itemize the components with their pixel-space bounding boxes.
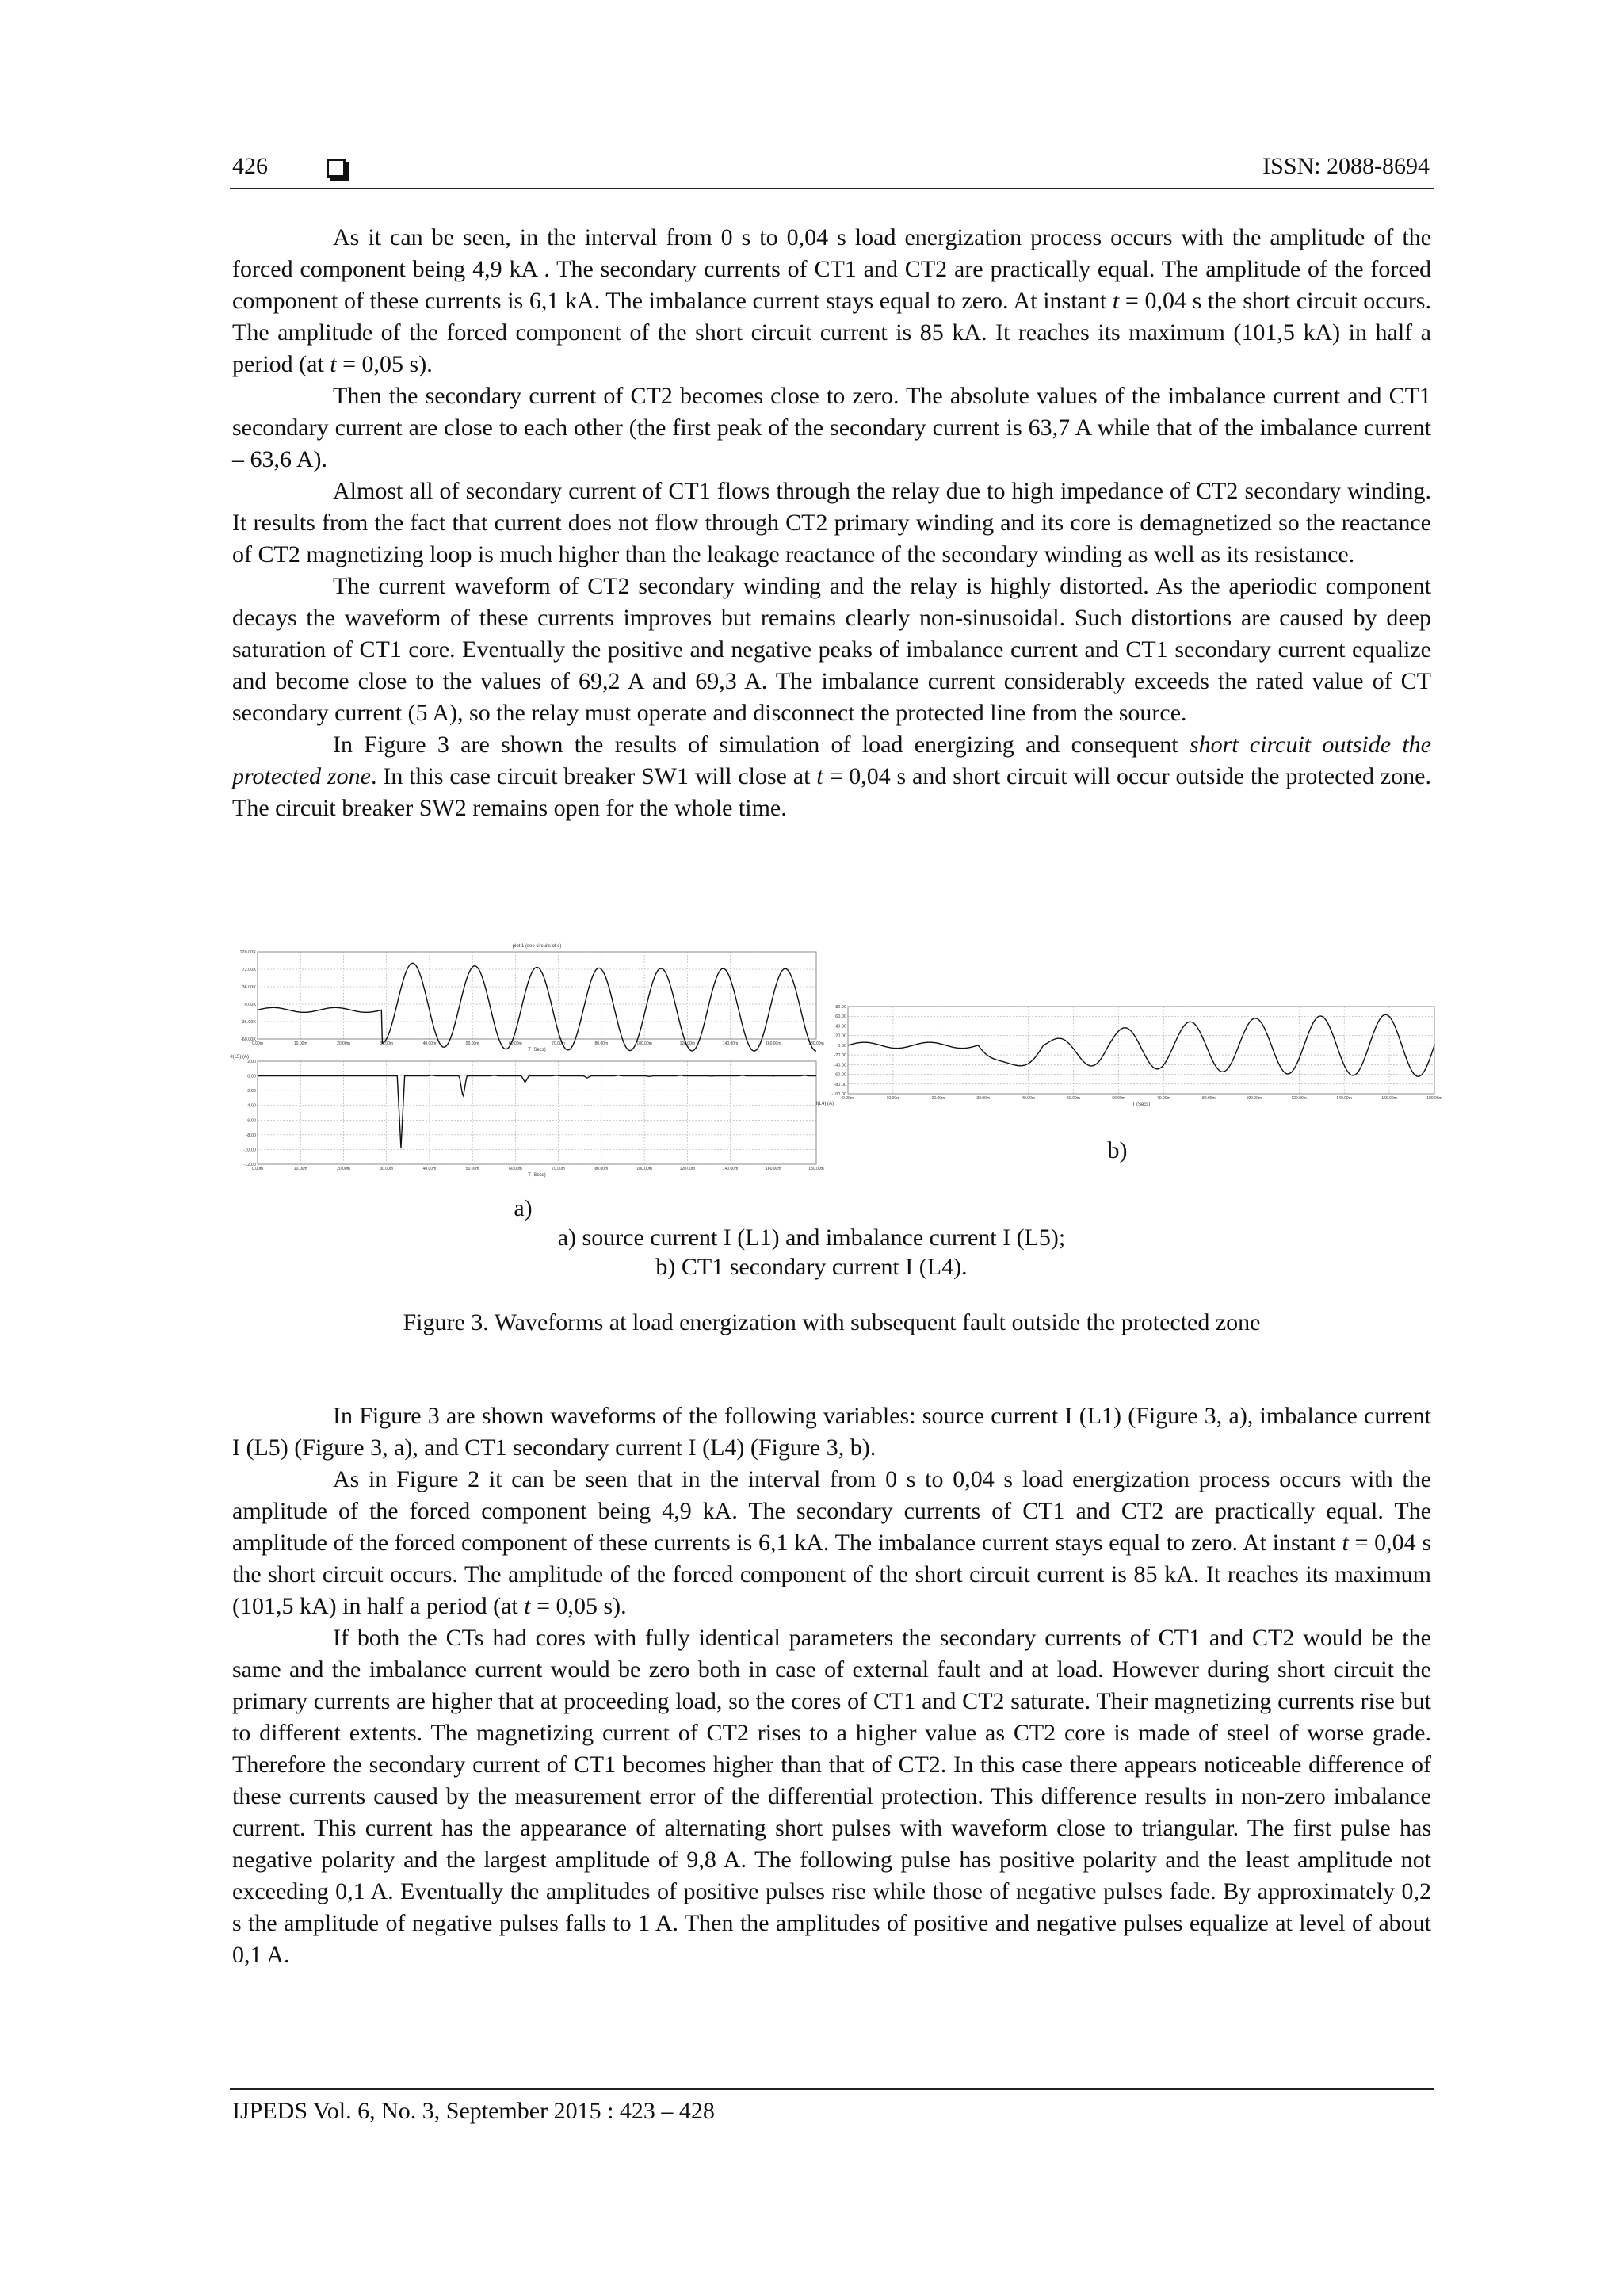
y-tick-label: -6.00 <box>246 1118 256 1124</box>
paragraph <box>232 1464 1431 1622</box>
y-tick-label: -100.00 <box>831 1092 846 1097</box>
x-tick-label: 70.00m <box>552 1041 565 1046</box>
text-run: . In this case circuit breaker SW1 will close at <box>371 763 817 789</box>
x-tick-label: 100.00m <box>1246 1096 1262 1101</box>
x-tick-label: 50.00m <box>1067 1096 1080 1101</box>
text-run: As it can be seen, in the interval from 0 s to 0,04 s load energization process occurs with the amplitude of the forced component being 4,9 kA . The secondary currents of CT1 and CT2 are practically equal. The amplitude of the forced component of these currents is 6,1 kA. The imbalance current stays equal to zero. At instant <box>232 224 1431 314</box>
plot-title: plot 1 (see circuits of s) <box>512 944 562 949</box>
text-run: Then the secondary current of CT2 becomes close to zero. The absolute values of the imbalance current and CT1 secondary current are close to each other (the first peak of the secondary current is 63,7 A while that of the imbalance current – 63,6 A). <box>232 383 1431 472</box>
x-tick-label: 40.00m <box>422 1167 437 1171</box>
y-tick-label: -40.00 <box>834 1063 846 1068</box>
x-tick-label: 0.00m <box>842 1096 854 1101</box>
text-run: If both the CTs had cores with fully identical parameters the secondary currents of CT1 and CT2 would be the same and the imbalance current would be zero both in case of external fault and at load. However during short circuit the primary currents are higher that at proceeding load, so the cores of CT1 and CT2 saturate. Their magnetizing currents rise but to different extents. The magnetizing current of CT2 rises to a higher value as CT2 core is made of steel of worse grade. Therefore the secondary current of CT1 becomes higher than that of CT2. In this case there appears noticeable difference of these currents caused by the measurement error of the differential protection. This difference results in non-zero imbalance current. This current has the appearance of alternating short pulses with waveform close to triangular. The first pulse has negative polarity and the largest amplitude of 9,8 A. The following pulse has positive polarity and the least amplitude not exceeding 0,1 A. Eventually the amplitudes of positive pulses rise while those of negative pulses fade. By approximately 0,2 s the amplitude of negative pulses falls to 1 A. Then the amplitudes of positive and negative pulses equalize at level of about 0,1 A. <box>232 1625 1431 1968</box>
figure-panel-a <box>214 941 824 1194</box>
y-tick-label: 20.00 <box>835 1033 846 1039</box>
italic-run: t <box>1112 288 1120 314</box>
x-tick-label: 70.00m <box>1157 1096 1170 1101</box>
x-tick-label: 80.00m <box>594 1167 609 1171</box>
x-tick-label: 30.00m <box>976 1096 991 1101</box>
text-run: The current waveform of CT2 secondary winding and the relay is highly distorted. As the aperiodic component decays the waveform of these currents improves but remains clearly non-sinusoidal. Such distortions are caused by deep saturation of CT1 core. Eventually the positive and negative peaks of imbalance current and CT1 secondary current equalize and become close to the values of 69,2 A and 69,3 A. The imbalance current considerably exceeds the rated value of CT secondary current (5 A), so the relay must operate and disconnect the protected line from the source. <box>232 573 1431 726</box>
x-tick-label: 60.00m <box>1112 1096 1125 1101</box>
y-tick-label: -80.00 <box>834 1082 846 1087</box>
figure-panel-b <box>816 999 1442 1125</box>
x-tick-label: 120.00m <box>679 1041 696 1046</box>
y-tick-label: 80.00 <box>835 1005 846 1010</box>
x-tick-label: 10.00m <box>886 1096 900 1101</box>
x-tick-label: 40.00m <box>422 1041 437 1046</box>
journal-citation: IJPEDS Vol. 6, No. 3, September 2015 : 423 – 428 <box>232 2098 715 2124</box>
text-run: = 0,05 s). <box>530 1593 627 1619</box>
x-tick-label: 20.00m <box>931 1096 945 1101</box>
x-tick-label: 70.00m <box>552 1167 565 1171</box>
y-tick-label: -60.00 <box>834 1072 846 1078</box>
y-tick-label: -12.00 <box>243 1163 256 1167</box>
x-axis-label: T (Secs) <box>528 1048 546 1052</box>
plot-frame <box>258 952 816 1039</box>
x-tick-label: 10.00m <box>293 1041 307 1046</box>
x-axis-label: T (Secs) <box>1132 1102 1151 1107</box>
y-tick-label: -20.00 <box>834 1053 846 1059</box>
plot-frame <box>848 1007 1434 1094</box>
paragraph <box>232 571 1431 729</box>
text-run: = 0,04 s and short circuit will occur outside the protected zone. The circuit breaker SW2 remains open for the whole time. <box>232 763 1431 821</box>
paragraph <box>232 1622 1431 1971</box>
x-tick-label: 80.00m <box>594 1041 609 1046</box>
x-tick-label: 160.00m <box>766 1167 781 1171</box>
y-tick-label: -60.00K <box>240 1037 256 1042</box>
y-tick-label: 0.00K <box>244 1003 256 1007</box>
paragraph <box>232 380 1431 476</box>
x-tick-label: 50.00m <box>465 1041 479 1046</box>
x-tick-label: 180.00m <box>1426 1096 1442 1101</box>
panel-b-label: b) <box>1107 1137 1128 1163</box>
x-tick-label: 30.00m <box>380 1167 394 1171</box>
header-rule <box>230 188 1434 189</box>
y-axis-label: -I(L5) (A) <box>230 1055 249 1060</box>
checkbox-square-icon <box>327 159 346 178</box>
x-tick-label: 100.00m <box>636 1167 652 1171</box>
paragraph <box>232 1400 1431 1464</box>
x-tick-label: 120.00m <box>1291 1096 1307 1101</box>
y-tick-label: 36.00K <box>242 985 256 990</box>
y-tick-label: -8.00 <box>246 1133 256 1138</box>
y-tick-label: -4.00 <box>246 1103 256 1109</box>
y-tick-label: -2.00 <box>246 1089 256 1095</box>
x-tick-label: 20.00m <box>337 1041 350 1046</box>
x-tick-label: 50.00m <box>465 1167 479 1171</box>
x-tick-label: 100.00m <box>636 1041 652 1046</box>
text-run: = 0,04 s the short circuit occurs. The amplitude of the forced component of the short circuit current is 85 kA. It reaches its maximum (101,5 kA) in half a period (at <box>232 1530 1431 1619</box>
italic-run: t <box>1342 1530 1349 1556</box>
y-tick-label: -10.00 <box>243 1148 256 1153</box>
subcaption-a: a) source current I (L1) and imbalance current I (L5); <box>557 1224 1066 1251</box>
x-tick-label: 160.00m <box>1381 1096 1397 1101</box>
x-tick-label: 180.00m <box>808 1167 824 1171</box>
x-axis-label: T (Secs) <box>528 1173 546 1178</box>
subcaption-b: b) CT1 secondary current I (L4). <box>655 1254 968 1280</box>
paragraph <box>232 222 1431 380</box>
x-tick-label: 10.00m <box>293 1167 307 1171</box>
y-tick-label: 2.00 <box>247 1060 256 1064</box>
text-run: Almost all of secondary current of CT1 flows through the relay due to high impedance of CT2 secondary winding. It results from the fact that current does not flow through CT2 primary winding and its core is demagnetized so the reactance of CT2 magnetizing loop is much higher than the leakage reactance of the secondary winding as well as its resistance. <box>232 478 1431 567</box>
plot-imbalance-current <box>230 1055 824 1178</box>
x-tick-label: 60.00m <box>509 1041 522 1046</box>
y-tick-label: -36.00K <box>240 1020 256 1025</box>
paragraph <box>232 476 1431 571</box>
body-text-bottom <box>232 1400 1431 1971</box>
x-tick-label: 20.00m <box>337 1167 350 1171</box>
page-number: 426 <box>232 153 268 179</box>
italic-run: t <box>816 763 823 789</box>
y-tick-label: 0.00 <box>247 1074 256 1079</box>
italic-run: t <box>330 351 337 377</box>
y-tick-label: 120.00K <box>239 950 256 955</box>
y-tick-label: 60.00 <box>835 1014 846 1020</box>
figure-caption: Figure 3. Waveforms at load energization with subsequent fault outside the protected zone <box>403 1309 1261 1335</box>
y-tick-label: 72.00K <box>242 968 256 972</box>
plot-source-current <box>240 944 824 1052</box>
y-axis-label: I(L4) (A) <box>816 1102 834 1106</box>
y-tick-label: 40.00 <box>835 1024 846 1030</box>
issn: ISSN: 2088-8694 <box>1262 153 1430 179</box>
x-tick-label: 140.00m <box>722 1041 739 1046</box>
x-tick-label: 140.00m <box>1336 1096 1352 1101</box>
x-tick-label: 0.00m <box>252 1041 263 1046</box>
text-run: As in Figure 2 it can be seen that in the interval from 0 s to 0,04 s load energization process occurs with the amplitude of the forced component being 4,9 kA. The secondary currents of CT1 and CT2 are practically equal. The amplitude of the forced component of these currents is 6,1 kA. The imbalance current stays equal to zero. At instant <box>232 1466 1431 1556</box>
x-tick-label: 140.00m <box>722 1167 739 1171</box>
text-run: = 0,05 s). <box>336 351 433 377</box>
footer-rule <box>230 2088 1434 2090</box>
plot-frame <box>258 1061 816 1164</box>
plot-ct1-secondary-current <box>816 1005 1442 1107</box>
italic-run: t <box>524 1593 531 1619</box>
paragraph <box>232 729 1431 824</box>
italic-run: short circuit outside the protected zone <box>232 732 1431 789</box>
x-tick-label: 80.00m <box>1202 1096 1216 1101</box>
y-tick-label: 0.00 <box>838 1043 846 1049</box>
x-tick-label: 30.00m <box>380 1041 394 1046</box>
x-tick-label: 180.00m <box>808 1041 824 1046</box>
panel-a-label: a) <box>514 1195 533 1221</box>
text-run: = 0,04 s the short circuit occurs. The amplitude of the forced component of the short circuit current is 85 kA. It reaches its maximum (101,5 kA) in half a period (at <box>232 288 1431 377</box>
text-run: In Figure 3 are shown waveforms of the following variables: source current I (L1) (Figure 3, a), imbalance current I (L5) (Figure 3, a), and CT1 secondary current I (L4) (Figure 3, b). <box>232 1403 1431 1461</box>
x-tick-label: 60.00m <box>509 1167 522 1171</box>
x-tick-label: 0.00m <box>252 1167 263 1171</box>
body-text-top <box>232 222 1431 824</box>
x-tick-label: 40.00m <box>1022 1096 1036 1101</box>
x-tick-label: 160.00m <box>766 1041 781 1046</box>
x-tick-label: 120.00m <box>679 1167 696 1171</box>
text-run: In Figure 3 are shown the results of simulation of load energizing and consequent <box>333 732 1190 758</box>
